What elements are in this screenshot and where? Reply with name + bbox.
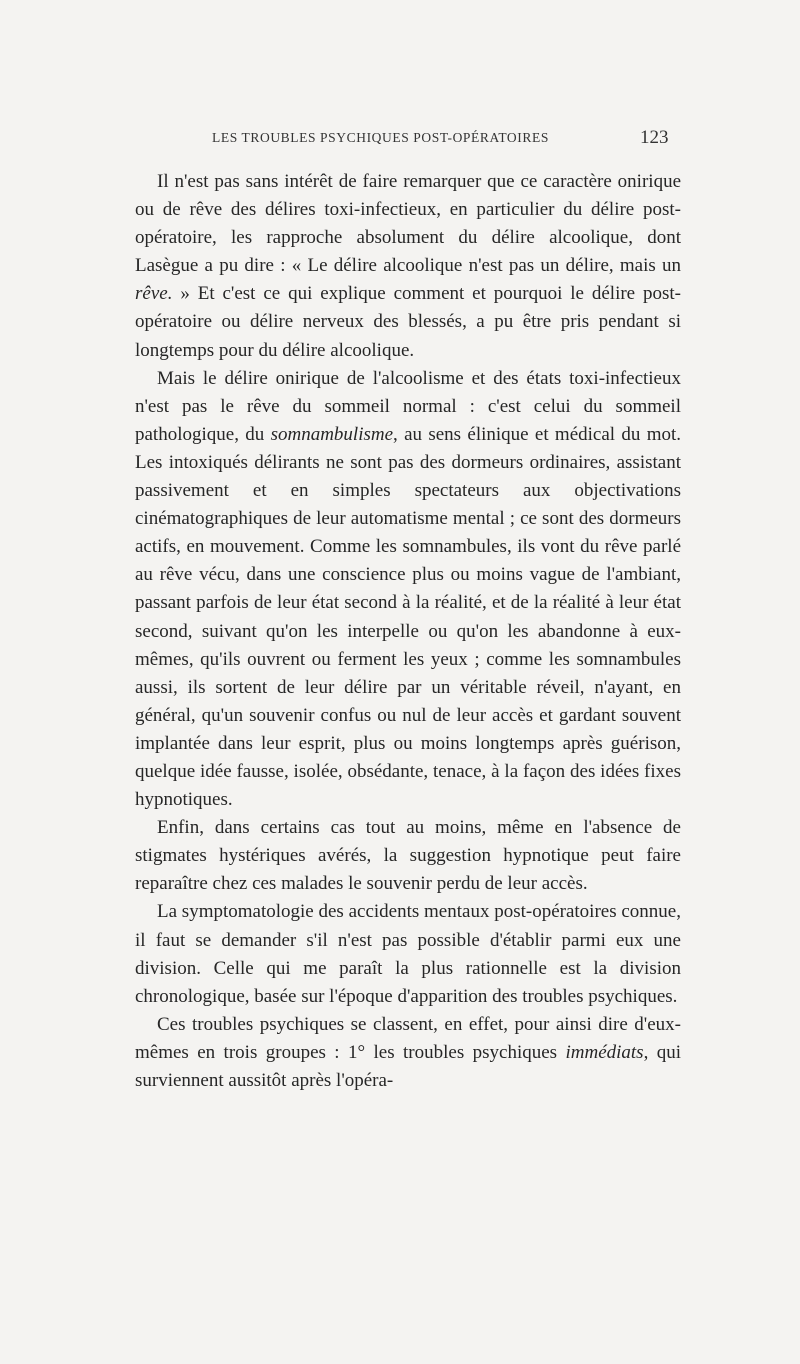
text-run: » Et c'est ce qui explique comment et pourquoi le délire post-opératoire ou délire nerveux des blessés, a pu être pris pendant si longtemps pour du délire alcoolique. — [135, 283, 681, 361]
text-run: Enfin, dans certains cas tout au moins, même en l'absence de stigmates hystériques avérés, la suggestion hypnotique peut faire reparaître chez ces malades le souvenir perdu de leur accès. — [135, 817, 681, 895]
text-run: , qui surviennent aussitôt après l'opéra- — [135, 1041, 682, 1091]
paragraph-1 — [135, 168, 681, 365]
page-header — [0, 127, 800, 154]
text-run: , au sens élinique et médical du mot. Les intoxiqués délirants ne sont pas des dormeurs ordinaires, assistant passivement et en simples spectateurs aux objectivations cinématographiques de leur automatisme mental ; ce sont des dormeurs actifs, en mouvement. Comme les somnambules, ils vont du rêve parlé au rêve vécu, dans une conscience plus ou moins vague de l'ambiant, passant parfois de leur état second à la réalité, et de la réalité à leur état second, suivant qu'on les interpelle ou qu'on les abandonne à eux-mêmes, qu'ils ouvrent ou ferment les yeux ; comme les somnambules aussi, ils sortent de leur délire par un véritable réveil, n'ayant, en général, qu'un souvenir confus ou nul de leur accès et gardant souvent implantée dans leur esprit, plus ou moins longtemps après guérison, quelque idée fausse, isolée, obsédante, tenace, à la façon des idées fixes hypnotiques. — [135, 423, 682, 811]
text-run-italic: immédiats — [565, 1041, 644, 1063]
text-run: Mais le délire onirique de l'alcoolisme et des états toxi-infectieux n'est pas le rêve du sommeil normal : c'est celui du sommeil pathologique, du — [135, 367, 681, 445]
body-text — [135, 168, 681, 1095]
paragraph-3 — [135, 814, 681, 898]
page-number: 123 — [640, 127, 669, 148]
text-run-italic: somnambulisme — [270, 423, 394, 445]
text-run-italic: rêve. — [135, 283, 173, 305]
paragraph-4 — [135, 898, 681, 1010]
text-run: Il n'est pas sans intérêt de faire remarquer que ce caractère onirique ou de rêve des délires toxi-infectieux, en particulier du délire post-opératoire, les rapproche absolument du délire alcoolique, dont Lasègue a pu dire : « Le délire alcoolique n'est pas un délire, mais un — [135, 171, 681, 277]
text-run: La symptomatologie des accidents mentaux post-opératoires connue, il faut se demander s'il n'est pas possible d'établir parmi eux une division. Celle qui me paraît la plus rationnelle est la division chronologique, basée sur l'époque d'apparition des troubles psychiques. — [135, 901, 681, 1007]
running-head: LES TROUBLES PSYCHIQUES POST-OPÉRATOIRES — [212, 130, 549, 145]
paragraph-2 — [135, 365, 681, 815]
paragraph-5 — [135, 1011, 681, 1095]
text-run: Ces troubles psychiques se classent, en effet, pour ainsi dire d'eux-mêmes en trois groupes : 1° les troubles psychiques — [135, 1013, 681, 1063]
